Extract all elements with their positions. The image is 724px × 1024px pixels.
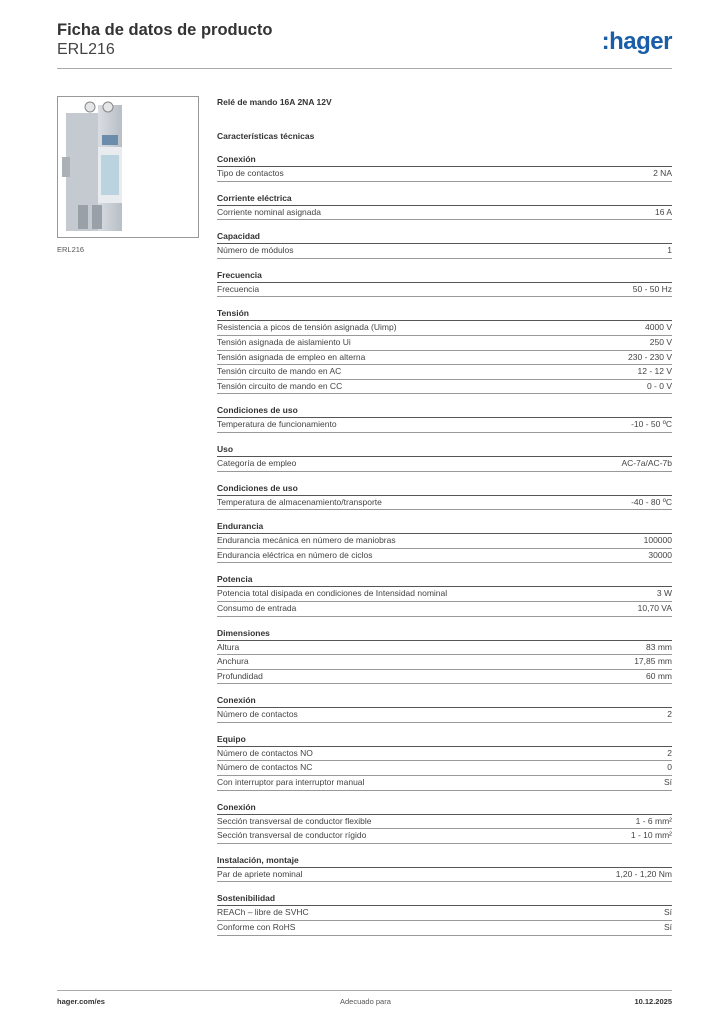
spec-label: Sección transversal de conductor rígido bbox=[217, 830, 367, 841]
spec-label: Frecuencia bbox=[217, 283, 260, 294]
spec-row bbox=[217, 167, 672, 182]
spec-value: 12 - 12 V bbox=[637, 366, 672, 377]
spec-section bbox=[217, 520, 672, 563]
spec-label: Temperatura de funcionamiento bbox=[217, 419, 337, 430]
spec-row bbox=[217, 906, 672, 921]
spec-label: Potencia total disipada en condiciones de Intensidad nominal bbox=[217, 588, 448, 599]
spec-label: Endurancia eléctrica en número de ciclos bbox=[217, 549, 373, 560]
spec-row bbox=[217, 283, 672, 298]
spec-label: Resistencia a picos de tensión asignada (Uimp) bbox=[217, 322, 397, 333]
spec-section bbox=[217, 269, 672, 298]
section-title: Conexión bbox=[217, 694, 672, 708]
spec-value: Sí bbox=[663, 907, 672, 918]
spec-label: Temperatura de almacenamiento/transporte bbox=[217, 496, 382, 507]
spec-row bbox=[217, 496, 672, 511]
spec-value: 0 bbox=[667, 762, 672, 773]
spec-value: 1 bbox=[667, 245, 672, 256]
spec-value: 250 V bbox=[649, 336, 672, 347]
spec-value: 2 NA bbox=[653, 168, 672, 178]
section-title: Uso bbox=[217, 443, 672, 457]
spec-label: Número de contactos NC bbox=[217, 762, 313, 773]
spec-label: Profundidad bbox=[217, 670, 263, 681]
product-name: Relé de mando 16A 2NA 12V bbox=[217, 97, 332, 107]
spec-row bbox=[217, 206, 672, 221]
spec-section bbox=[217, 153, 672, 182]
spec-row bbox=[217, 868, 672, 883]
spec-label: Anchura bbox=[217, 656, 249, 667]
spec-value: 50 - 50 Hz bbox=[632, 283, 672, 294]
spec-section bbox=[217, 482, 672, 511]
spec-row bbox=[217, 336, 672, 351]
spec-row bbox=[217, 921, 672, 936]
footer-center: Adecuado para bbox=[340, 997, 391, 1006]
spec-label: Número de contactos bbox=[217, 709, 298, 720]
spec-section bbox=[217, 733, 672, 791]
spec-section bbox=[217, 854, 672, 883]
spec-value: 1 - 6 mm² bbox=[635, 815, 672, 826]
spec-row bbox=[217, 534, 672, 549]
footer-date: 10.12.2025 bbox=[634, 997, 672, 1006]
spec-value: AC-7a/AC-7b bbox=[621, 457, 672, 468]
image-caption: ERL216 bbox=[57, 245, 85, 254]
section-title: Equipo bbox=[217, 733, 672, 747]
spec-label: Con interruptor para interruptor manual bbox=[217, 777, 365, 788]
header-divider bbox=[57, 68, 672, 69]
spec-value: 2 bbox=[667, 747, 672, 758]
spec-value: 4000 V bbox=[645, 322, 672, 333]
spec-label: Categoría de empleo bbox=[217, 457, 297, 468]
spec-value: 1 - 10 mm² bbox=[630, 830, 672, 841]
spec-row bbox=[217, 747, 672, 762]
spec-value: 30000 bbox=[648, 549, 672, 560]
footer-divider bbox=[57, 990, 672, 991]
spec-label: Tensión asignada de aislamiento Ui bbox=[217, 336, 351, 347]
spec-section bbox=[217, 892, 672, 935]
spec-label: Tensión circuito de mando en CC bbox=[217, 380, 343, 391]
spec-row bbox=[217, 244, 672, 259]
spec-content bbox=[217, 95, 672, 936]
section-title: Frecuencia bbox=[217, 269, 672, 283]
spec-value: 100000 bbox=[643, 535, 672, 546]
spec-section bbox=[217, 694, 672, 723]
section-title: Conexión bbox=[217, 801, 672, 815]
spec-row bbox=[217, 418, 672, 433]
spec-label: Consumo de entrada bbox=[217, 602, 297, 613]
spec-row bbox=[217, 380, 672, 395]
spec-sections bbox=[217, 153, 672, 936]
section-title: Capacidad bbox=[217, 230, 672, 244]
spec-value: Sí bbox=[663, 777, 672, 788]
section-title: Conexión bbox=[217, 153, 672, 167]
spec-row bbox=[217, 549, 672, 564]
spec-label: Par de apriete nominal bbox=[217, 868, 303, 879]
spec-section bbox=[217, 801, 672, 844]
section-title: Sostenibilidad bbox=[217, 892, 672, 906]
spec-label: Tensión circuito de mando en AC bbox=[217, 366, 342, 377]
spec-row bbox=[217, 815, 672, 830]
spec-row bbox=[217, 761, 672, 776]
spec-row bbox=[217, 321, 672, 336]
spec-value: -40 - 80 ºC bbox=[631, 496, 672, 507]
spec-row bbox=[217, 641, 672, 656]
spec-value: 3 W bbox=[656, 588, 672, 599]
spec-row bbox=[217, 351, 672, 366]
spec-row bbox=[217, 708, 672, 723]
spec-label: Corriente nominal asignada bbox=[217, 206, 321, 217]
spec-section bbox=[217, 627, 672, 685]
footer-website[interactable]: hager.com/es bbox=[57, 997, 105, 1006]
spec-row bbox=[217, 457, 672, 472]
section-title: Dimensiones bbox=[217, 627, 672, 641]
section-title: Endurancia bbox=[217, 520, 672, 534]
spec-row bbox=[217, 670, 672, 685]
spec-section bbox=[217, 307, 672, 394]
spec-section bbox=[217, 443, 672, 472]
relay-illustration bbox=[58, 97, 198, 237]
spec-label: Tipo de contactos bbox=[217, 168, 284, 178]
spec-section bbox=[217, 192, 672, 221]
spec-label: Sección transversal de conductor flexible bbox=[217, 815, 372, 826]
spec-row bbox=[217, 365, 672, 380]
spec-value: 60 mm bbox=[646, 670, 672, 681]
spec-label: Altura bbox=[217, 641, 240, 652]
section-title: Condiciones de uso bbox=[217, 404, 672, 418]
section-title: Condiciones de uso bbox=[217, 482, 672, 496]
spec-value: 17,85 mm bbox=[634, 656, 672, 667]
spec-value: 10,70 VA bbox=[637, 602, 672, 613]
page-title: Ficha de datos de producto bbox=[57, 21, 273, 39]
page-subtitle: ERL216 bbox=[57, 41, 115, 58]
spec-value: 2 bbox=[667, 709, 672, 720]
section-title: Corriente eléctrica bbox=[217, 192, 672, 206]
tech-title: Características técnicas bbox=[217, 131, 315, 141]
spec-value: 230 - 230 V bbox=[628, 351, 672, 362]
spec-section bbox=[217, 573, 672, 616]
spec-label: Tensión asignada de empleo en alterna bbox=[217, 351, 366, 362]
spec-value: 16 A bbox=[654, 206, 672, 217]
spec-value: 83 mm bbox=[646, 641, 672, 652]
spec-row bbox=[217, 655, 672, 670]
product-image bbox=[57, 96, 199, 238]
spec-row bbox=[217, 829, 672, 844]
spec-value: 1,20 - 1,20 Nm bbox=[615, 868, 672, 879]
spec-value: Sí bbox=[663, 922, 672, 933]
spec-row bbox=[217, 602, 672, 617]
spec-label: Número de módulos bbox=[217, 245, 294, 256]
spec-label: Número de contactos NO bbox=[217, 747, 313, 758]
spec-section bbox=[217, 404, 672, 433]
spec-label: REACh – libre de SVHC bbox=[217, 907, 309, 918]
spec-section bbox=[217, 230, 672, 259]
spec-row bbox=[217, 587, 672, 602]
section-title: Tensión bbox=[217, 307, 672, 321]
spec-value: -10 - 50 ºC bbox=[631, 419, 672, 430]
spec-label: Conforme con RoHS bbox=[217, 922, 296, 933]
hager-logo: :hager bbox=[601, 28, 672, 55]
spec-value: 0 - 0 V bbox=[646, 380, 672, 391]
section-title: Instalación, montaje bbox=[217, 854, 672, 868]
section-title: Potencia bbox=[217, 573, 672, 587]
page-header bbox=[57, 20, 672, 70]
spec-row bbox=[217, 776, 672, 791]
spec-label: Endurancia mecánica en número de maniobras bbox=[217, 535, 396, 546]
